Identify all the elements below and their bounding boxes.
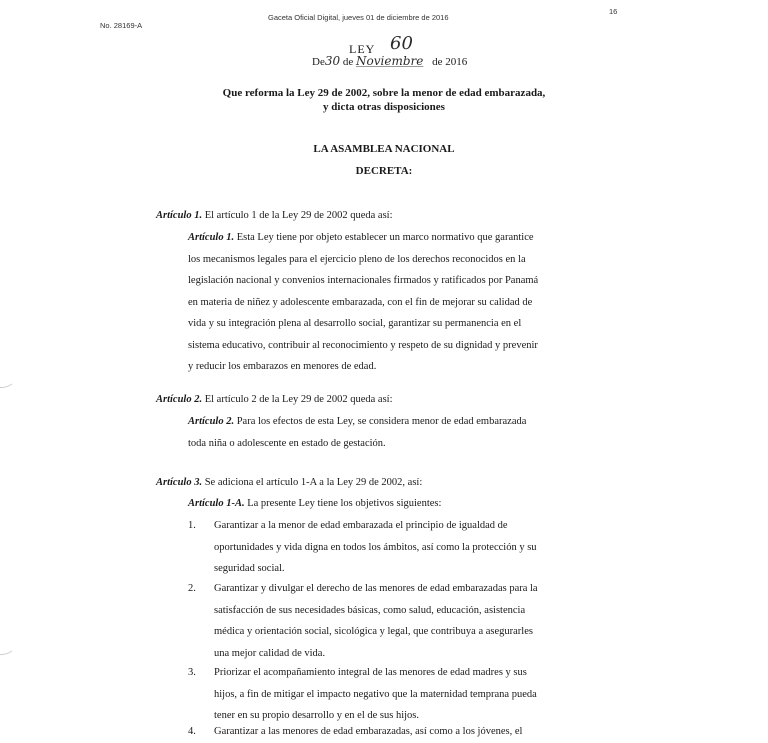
body-line: seguridad social. (214, 563, 285, 574)
article-3-label: Artículo 3. (156, 477, 203, 488)
body-line: Garantizar a la menor de edad embarazada el principio de igualdad de (214, 520, 508, 531)
scan-mark (0, 366, 16, 388)
body-line: Garantizar y divulgar el derecho de las menores de edad embarazadas para la (214, 583, 538, 594)
scan-mark (0, 633, 16, 655)
body-line: Priorizar el acompañamiento integral de las menores de edad madres y sus (214, 667, 527, 678)
article-1-heading (156, 210, 393, 221)
body-line: Para los efectos de esta Ley, se considera menor de edad embarazada (236, 416, 527, 427)
body-line: médica y orientación social, sicológica y legal, que contribuya a asegurarles (214, 626, 533, 637)
list-item-number: 1. (188, 520, 196, 531)
body-line: y reducir los embarazos en menores de edad. (188, 361, 377, 372)
assembly-heading: LA ASAMBLEA NACIONAL (313, 143, 455, 155)
article-1-text: El artículo 1 de la Ley 29 de 2002 queda así: (204, 210, 393, 221)
article-2-heading (156, 394, 393, 405)
article-1-label: Artículo 1. (156, 210, 203, 221)
article-2-text: El artículo 2 de la Ley 29 de 2002 queda así: (204, 394, 393, 405)
month-handwritten: Noviembre (356, 54, 424, 68)
body-line: toda niña o adolescente en estado de gestación. (188, 437, 386, 449)
inner-article-1a-label: Artículo 1-A. (188, 498, 245, 509)
body-line: oportunidades y vida digna en todos los ámbitos, así como la protección y su (214, 541, 537, 553)
inner-article-1a-text: La presente Ley tiene los objetivos siguientes: (247, 498, 442, 509)
decree-heading: DECRETA: (355, 165, 413, 177)
gazette-number: No. 28169-A (100, 21, 143, 30)
inner-article-1-label: Artículo 1. (188, 232, 235, 243)
article-2-body (188, 411, 573, 454)
article-1a-intro (188, 498, 441, 509)
body-line: hijos, a fin de mitigar el impacto negativo que la maternidad temprana pueda (214, 688, 537, 700)
list-item (214, 721, 573, 743)
date-prefix: De (312, 56, 325, 68)
list-item-number: 3. (188, 667, 196, 678)
list-item (214, 578, 573, 664)
article-3-text: Se adiciona el artículo 1-A a la Ley 29 de 2002, así: (204, 477, 423, 488)
body-line: Garantizar a las menores de edad embarazadas, así como a los jóvenes, el (214, 726, 523, 737)
law-date-line (312, 54, 467, 68)
article-2-label: Artículo 2. (156, 394, 203, 405)
article-3-heading (156, 477, 422, 488)
inner-article-2-label: Artículo 2. (188, 416, 235, 427)
body-line: sistema educativo, contribuir al reconocimiento y respeto de su dignidad y prevenir (188, 339, 538, 351)
page-number: 16 (609, 7, 618, 16)
law-title-line2: y dicta otras disposiciones (323, 101, 445, 113)
body-line: los mecanismos legales para el ejercicio pleno de los derechos reconocidos en la (188, 253, 526, 265)
law-label: LEY (349, 42, 376, 56)
list-item-number: 2. (188, 583, 196, 594)
body-line: vida y su integración plena al desarrollo social, garantizar su permanencia en el (188, 318, 522, 329)
body-line: tener en su propio desarrollo y en el de sus hijos. (214, 710, 419, 721)
body-line: satisfacción de sus necesidades básicas, como salud, educación, asistencia (214, 604, 526, 616)
body-line: en materia de niñez y adolescente embarazada, con el fin de mejorar su calidad de (188, 296, 533, 308)
list-item-number: 4. (188, 726, 196, 737)
date-year: de 2016 (432, 56, 468, 68)
body-line: Esta Ley tiene por objeto establecer un marco normativo que garantice (236, 232, 534, 243)
body-line: una mejor calidad de vida. (214, 647, 326, 659)
date-de: de (342, 56, 354, 68)
body-line: legislación nacional y convenios internacionales firmados y ratificados por Panamá (188, 275, 539, 286)
list-item (214, 515, 573, 580)
list-item (214, 662, 573, 727)
law-title-line1: Que reforma la Ley 29 de 2002, sobre la menor de edad embarazada, (222, 87, 546, 99)
day-handwritten: 30 (324, 54, 341, 68)
gazette-title: Gaceta Oficial Digital, jueves 01 de diciembre de 2016 (268, 13, 449, 22)
article-1-body (188, 227, 573, 378)
law-number-handwritten: 60 (390, 33, 413, 54)
